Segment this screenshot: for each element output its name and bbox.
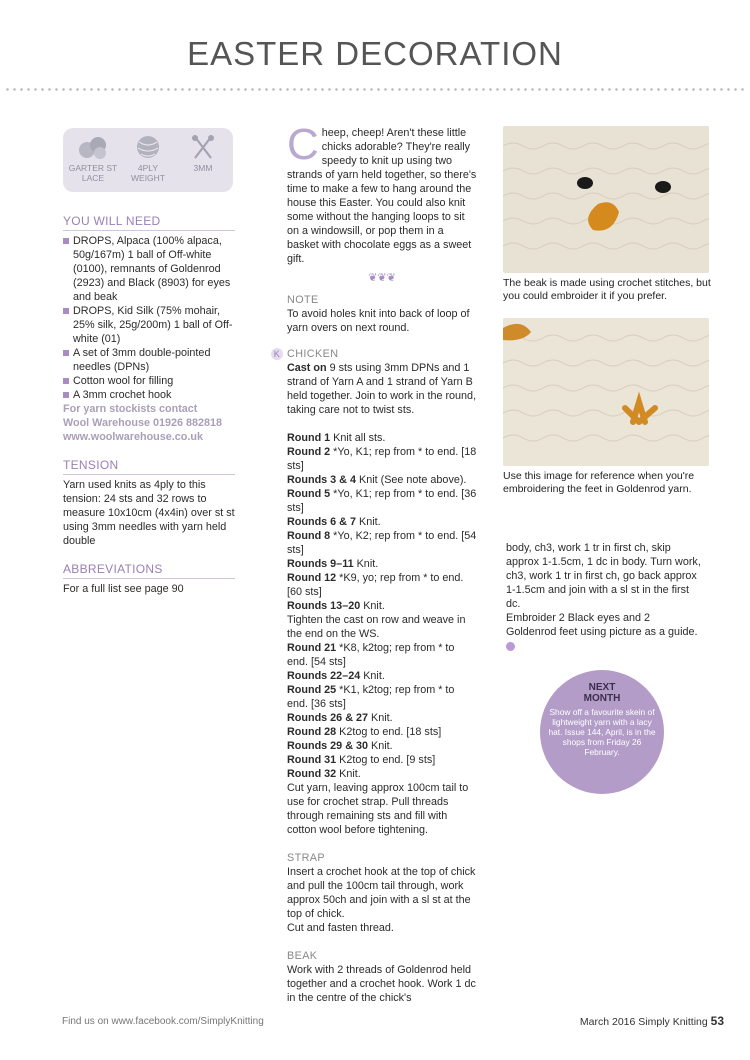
round-label: Round 12 <box>287 572 337 584</box>
round-instruction <box>287 529 477 557</box>
chicken-heading: K CHICKEN <box>287 347 477 361</box>
round-label: Round 2 <box>287 446 331 458</box>
spec-weight: 4PLY WEIGHT <box>120 134 176 183</box>
beak-text: Work with 2 threads of Goldenrod held together and a crochet hook. Work 1 dc in the centre of the chick's <box>287 964 476 1004</box>
list-item: DROPS, Kid Silk (75% mohair, 25% silk, 25g/200m) 1 ball of Off-white (01) <box>63 304 235 346</box>
strap-text-2: Cut and fasten thread. <box>287 922 394 934</box>
round-instruction <box>287 753 477 767</box>
end-mark-icon <box>506 642 515 651</box>
footer-issue: March 2016 Simply Knitting 53 <box>579 1014 724 1028</box>
abbreviations-heading: ABBREVIATIONS <box>63 562 163 576</box>
round-text: Knit. <box>368 740 393 752</box>
footer-facebook-link[interactable]: Find us on www.facebook.com/SimplyKnitting <box>62 1016 264 1027</box>
round-label: Round 21 <box>287 642 337 654</box>
round-text: Knit (See note above). <box>356 474 467 486</box>
round-text: Tighten the cast on row and weave in the end on the WS. <box>287 614 466 640</box>
photo-caption-feet: Use this image for reference when you're embroidering the feet in Goldenrod yarn. <box>503 470 695 495</box>
round-label: Rounds 13–20 <box>287 600 361 612</box>
next-month-bubble <box>540 670 664 794</box>
section-rule <box>63 578 235 579</box>
you-will-need-heading: YOU WILL NEED <box>63 214 161 228</box>
next-month-heading: NEXT MONTH <box>583 682 621 704</box>
round-instruction <box>287 487 477 515</box>
section-rule <box>63 230 235 231</box>
page-title: EASTER DECORATION <box>187 35 563 72</box>
stockist-phone: Wool Warehouse 01926 882818 <box>63 417 223 429</box>
strap-text: Insert a crochet hook at the top of chick and pull the 100cm tail through, work approx 50ch and join with a sl st at the top of chick. <box>287 866 476 920</box>
yarn-balls-icon <box>78 134 108 160</box>
spec-stitch: GARTER ST LACE <box>65 134 121 183</box>
list-item: Cotton wool for filling <box>63 374 235 388</box>
round-instruction <box>287 445 477 473</box>
round-text: Knit. <box>368 712 393 724</box>
round-label: Round 28 <box>287 726 337 738</box>
section-rule <box>63 474 235 475</box>
round-text: Knit all sts. <box>330 432 386 444</box>
round-label: Rounds 29 & 30 <box>287 740 368 752</box>
round-label: Rounds 9–11 <box>287 558 354 570</box>
list-item: A 3mm crochet hook <box>63 388 235 402</box>
round-text: *Yo, K2; rep from * to end. [54 sts] <box>287 530 477 556</box>
beak-continued-column <box>506 541 702 653</box>
round-text: K2tog to end. [18 sts] <box>336 726 442 738</box>
dotted-divider <box>4 88 746 91</box>
round-instruction <box>287 431 477 445</box>
note-heading: NOTE <box>287 294 319 306</box>
photo-caption-beak: The beak is made using crochet stitches, but you could embroider it if you prefer. <box>503 277 711 302</box>
round-text: Knit. <box>353 558 379 570</box>
round-label: Round 8 <box>287 530 331 542</box>
round-label: Round 31 <box>287 754 337 766</box>
materials-list <box>63 234 235 402</box>
note-text: To avoid holes knit into back of loop of yarn overs on next round. <box>287 308 470 334</box>
embroider-text: Embroider 2 Black eyes and 2 Goldenrod feet using picture as a guide. <box>506 611 702 653</box>
round-text: *K1, k2tog; rep from * to end. [36 sts] <box>287 684 455 710</box>
tension-text: Yarn used knits as 4ply to this tension: 24 sts and 32 rows to measure 10x10cm (4x4in) over st st using 3mm needles with yarn held double <box>63 479 235 547</box>
cast-on-text: Cast on 9 sts using 3mm DPNs and 1 strand of Yarn A and 1 strand of Yarn B held together. Join to work in the round, taking care not to twist sts. <box>287 362 477 416</box>
sidebar-column <box>63 128 235 596</box>
round-label: Rounds 26 & 27 <box>287 712 368 724</box>
knit-badge-icon: K <box>271 348 283 360</box>
round-instruction <box>287 781 477 837</box>
crossed-needles-icon <box>188 134 218 160</box>
stockist-line: For yarn stockists contact <box>63 403 198 415</box>
round-instruction <box>287 571 477 599</box>
next-month-text: Show off a favourite skein of lightweight yarn with a lacy hat. Issue 144, April, is in the shops from Friday 26 February. <box>548 707 656 757</box>
beak-heading: BEAK <box>287 950 318 962</box>
chick-face-image <box>503 126 709 273</box>
drop-cap: C <box>287 120 319 169</box>
round-instruction <box>287 683 477 711</box>
spec-needles: 3MM <box>175 134 231 173</box>
round-instruction <box>287 711 477 725</box>
round-instruction <box>287 515 477 529</box>
round-label: Round 32 <box>287 768 337 780</box>
round-instruction <box>287 599 477 613</box>
round-text: Cut yarn, leaving approx 100cm tail to use for crochet strap. Pull threads through remaining sts and fill with cotton wool before tightening. <box>287 782 469 836</box>
round-instruction <box>287 725 477 739</box>
spec-panel <box>63 128 233 192</box>
stockist-website-link[interactable]: www.woolwarehouse.co.uk <box>63 431 203 443</box>
round-text: K2tog to end. [9 sts] <box>336 754 436 766</box>
round-text: Knit. <box>356 516 381 528</box>
round-label: Rounds 22–24 <box>287 670 361 682</box>
round-instruction <box>287 739 477 753</box>
list-item: DROPS, Alpaca (100% alpaca, 50g/167m) 1 ball of Off-white (0100), remnants of Goldenrod (2923) and Black (8903) for eyes and beak <box>63 234 235 304</box>
list-item: A set of 3mm double-pointed needles (DPNs) <box>63 346 235 374</box>
round-instruction <box>287 473 477 487</box>
round-label: Rounds 3 & 4 <box>287 474 356 486</box>
abbreviations-text: For a full list see page 90 <box>63 583 184 595</box>
page-number: 53 <box>710 1014 724 1028</box>
round-label: Round 1 <box>287 432 331 444</box>
round-text: *Yo, K1; rep from * to end. [18 sts] <box>287 446 477 472</box>
round-instruction <box>287 641 477 669</box>
beak-continued-text: body, ch3, work 1 tr in first ch, skip approx 1-1.5cm, 1 dc in body. Turn work, ch3, work 1 tr in first ch, go back approx 1-1.5cm and join with a sl st in the first dc. <box>506 542 701 610</box>
round-text: Knit. <box>336 768 361 780</box>
ornament-divider: ❦❦❦ <box>368 272 396 284</box>
chick-feet-image <box>503 318 709 466</box>
round-instruction <box>287 767 477 781</box>
pattern-column <box>273 120 477 1005</box>
round-text: *K9, yo; rep from * to end. [60 sts] <box>287 572 464 598</box>
round-instruction <box>287 669 477 683</box>
round-text: Knit. <box>360 670 385 682</box>
round-text: Knit. <box>360 600 385 612</box>
round-text: *K8, k2tog; rep from * to end. [54 sts] <box>287 642 455 668</box>
chick-feet-photo <box>503 318 709 466</box>
yarn-ball-icon <box>133 134 163 160</box>
intro-paragraph: Cheep, cheep! Aren't these little chicks adorable? They're really speedy to knit up using two strands of yarn held together, so there's time to make a few to hang around the house this Easter. You could also knit some without the hanging loops to sit on a windowsill, or pop them in a basket with chocolate eggs as a sweet gift. <box>287 120 477 265</box>
strap-heading: STRAP <box>287 852 325 864</box>
round-text: *Yo, K1; rep from * to end. [36 sts] <box>287 488 477 514</box>
chick-face-photo <box>503 126 709 273</box>
rounds-list <box>287 431 477 837</box>
round-label: Round 25 <box>287 684 337 696</box>
round-instruction <box>287 557 477 571</box>
round-instruction <box>287 613 477 641</box>
round-label: Round 5 <box>287 488 331 500</box>
tension-heading: TENSION <box>63 458 119 472</box>
round-label: Rounds 6 & 7 <box>287 516 356 528</box>
